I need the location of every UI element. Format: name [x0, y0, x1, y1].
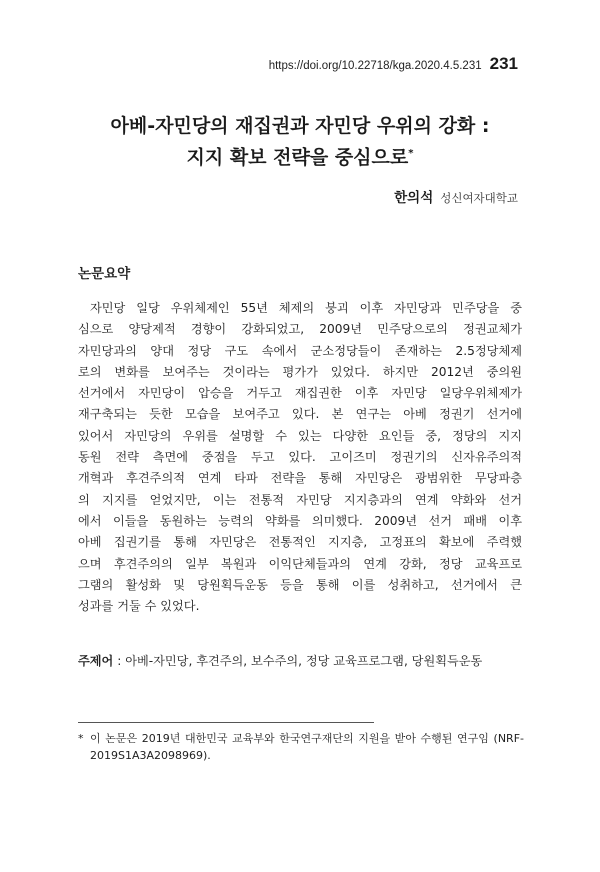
abstract-line: 로의 변화를 보여주는 것이라는 평가가 있었다. 하지만 2012년 중의원: [78, 364, 522, 379]
author-name: 한의석: [394, 190, 434, 206]
doi-link[interactable]: https://doi.org/10.22718/kga.2020.4.5.231: [268, 60, 482, 72]
abstract-heading: 논문요약: [78, 266, 131, 282]
abstract-line: 의 지지를 얻었지만, 이는 전통적 자민당 지지층과의 연계 약화와 선거: [78, 492, 522, 507]
abstract-line: 선거에서 자민당이 압승을 거두고 재집권한 이후 자민당 일당우위체제가: [78, 386, 522, 401]
abstract-line: 성과를 거둘 수 있었다.: [78, 599, 200, 614]
footnote: [78, 730, 524, 764]
abstract-line: 개혁과 후견주의적 연계 타파 전략을 통해 자민당은 광범위한 무당파층: [78, 471, 522, 486]
abstract-line: 아베 집권기를 통해 자민당은 전통적인 지지층, 고정표의 확보에 주력했: [78, 535, 522, 550]
title-line-2: [60, 140, 540, 171]
paper-title: [60, 112, 540, 171]
abstract-line: 으며 후견주의의 일부 복원과 이익단체들과의 연계 강화, 정당 교육프로: [78, 556, 522, 571]
abstract-line: 에서 이들을 동원하는 능력의 약화를 의미했다. 2009년 선거 패배 이후: [78, 513, 522, 528]
abstract-line: 심으로 양당제적 경향이 강화되었고, 2009년 민주당으로의 정권교체가: [78, 322, 522, 337]
keywords: [78, 652, 528, 669]
abstract-line: 재구축되는 듯한 모습을 보여주고 있다. 본 연구는 아베 정권기 선거에: [78, 407, 522, 422]
page-number: 231: [489, 54, 518, 73]
keywords-separator: :: [113, 654, 126, 668]
abstract-line: 그램의 활성화 및 당원획득운동 등을 통해 이를 성취하고, 선거에서 큰: [78, 577, 522, 592]
footnote-mark: *: [78, 732, 84, 745]
keywords-label: 주제어: [78, 654, 114, 668]
author-block: [394, 186, 518, 206]
footnote-divider: [78, 722, 374, 723]
title-footnote-mark[interactable]: *: [408, 148, 414, 159]
title-line-2-text: 지지 확보 전략을 중심으로: [186, 146, 409, 169]
abstract-line: 있어서 자민당의 우위를 설명할 수 있는 다양한 요인들 중, 정당의 지지: [78, 428, 522, 443]
title-line-1: 아베-자민당의 재집권과 자민당 우위의 강화 :: [110, 115, 490, 137]
footnote-text: 이 논문은 2019년 대한민국 교육부와 한국연구재단의 지원을 받아 수행된 연구임 (NRF-2019S1A3A2098969).: [90, 732, 524, 762]
abstract-line: 자민당 일당 우위체제인 55년 체제의 붕괴 이후 자민당과 민주당을 중: [90, 301, 522, 315]
running-header: [269, 54, 518, 74]
author-affiliation: 성신여자대학교: [440, 191, 518, 205]
abstract-line: 동원 전략 측면에 중점을 두고 있다. 고이즈미 정권기의 신자유주의적: [78, 450, 522, 465]
abstract-body: [78, 298, 522, 617]
abstract-line: 자민당과의 양대 정당 구도 속에서 군소정당들이 존재하는 2.5정당체제: [78, 343, 522, 358]
keywords-list: 아베-자민당, 후견주의, 보수주의, 정당 교육프로그램, 당원획득운동: [125, 654, 483, 668]
